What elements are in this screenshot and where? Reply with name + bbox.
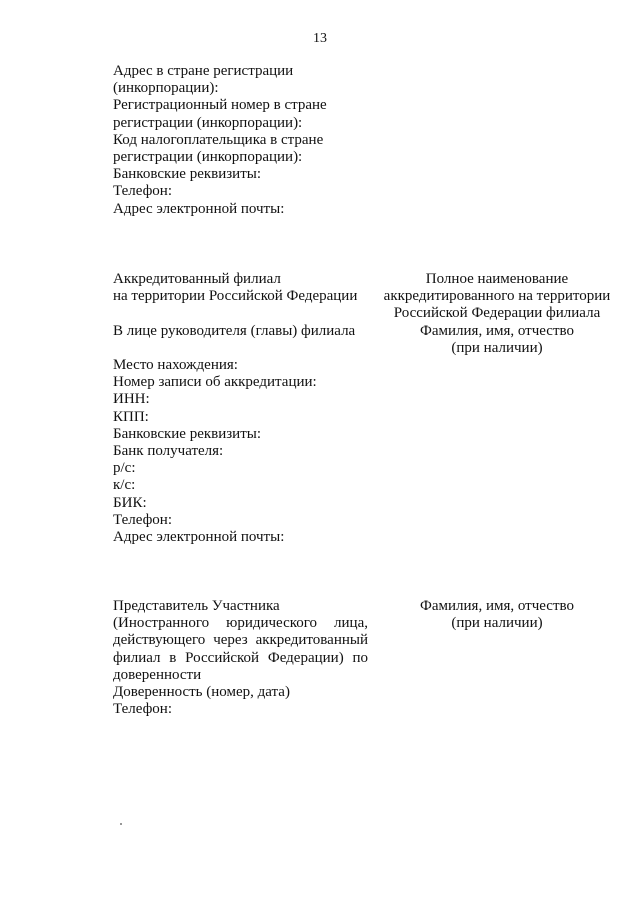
accreditation-record-label: Номер записи об аккредитации: xyxy=(113,374,317,391)
taxpayer-code-label: Код налогоплательщика в стране xyxy=(113,131,324,148)
power-of-attorney-label: Доверенность (номер, дата) xyxy=(113,683,290,700)
representative-desc-line-4: доверенности xyxy=(113,666,202,683)
settlement-account-label: р/с: xyxy=(113,460,136,477)
phone-label: Телефон: xyxy=(113,511,172,528)
bank-details-label: Банковские реквизиты: xyxy=(113,425,262,442)
bik-label: БИК: xyxy=(113,494,147,511)
branch-full-name-line-3: Российской Федерации филиала xyxy=(393,305,601,322)
representative-desc-line-3: филиал в Российской Федерации) по xyxy=(113,649,368,666)
representative-details xyxy=(113,598,368,718)
phone-label: Телефон: xyxy=(113,183,172,200)
representative-desc-line-2: действующего через аккредитованный xyxy=(113,632,368,649)
phone-label: Телефон: xyxy=(113,701,172,718)
kpp-label: КПП: xyxy=(113,408,149,425)
inn-label: ИНН: xyxy=(113,391,150,408)
branch-full-name-line-2: аккредитированного на территории xyxy=(383,288,611,305)
registration-address-label-cont: (инкорпорации): xyxy=(113,80,219,97)
branch-full-name-line-1: Полное наименование xyxy=(425,271,569,287)
branch-details xyxy=(113,357,317,546)
branch-heading xyxy=(113,271,357,340)
recipient-bank-label: Банк получателя: xyxy=(113,442,224,459)
branch-name-placeholder xyxy=(367,271,627,357)
head-full-name-note: (при наличии) xyxy=(451,339,543,356)
representative-full-name: Фамилия, имя, отчество xyxy=(420,598,574,614)
head-full-name: Фамилия, имя, отчество xyxy=(420,322,574,339)
branch-title: Аккредитованный филиал xyxy=(113,271,281,287)
registration-address-label: Адрес в стране регистрации xyxy=(113,63,294,79)
branch-head-label: В лице руководителя (главы) филиала xyxy=(113,322,356,339)
scan-speck xyxy=(120,823,122,825)
bank-details-label: Банковские реквизиты: xyxy=(113,166,262,183)
email-label: Адрес электронной почты: xyxy=(113,528,285,545)
representative-title: Представитель Участника xyxy=(113,598,280,614)
correspondent-account-label: к/с: xyxy=(113,477,136,494)
representative-name-placeholder xyxy=(367,598,627,632)
email-label: Адрес электронной почты: xyxy=(113,200,285,217)
registration-number-label: Регистрационный номер в стране xyxy=(113,97,327,114)
representative-desc-line-1: (Иностранного юридического лица, xyxy=(113,615,368,632)
location-label: Место нахождения: xyxy=(113,357,238,373)
branch-title-cont: на территории Российской Федерации xyxy=(113,288,358,305)
foreign-entity-details xyxy=(113,63,327,218)
registration-number-label-cont: регистрации (инкорпорации): xyxy=(113,114,303,131)
representative-full-name-note: (при наличии) xyxy=(451,615,543,632)
spacer xyxy=(113,305,357,322)
page-number: 13 xyxy=(313,31,327,46)
taxpayer-code-label-cont: регистрации (инкорпорации): xyxy=(113,148,303,165)
